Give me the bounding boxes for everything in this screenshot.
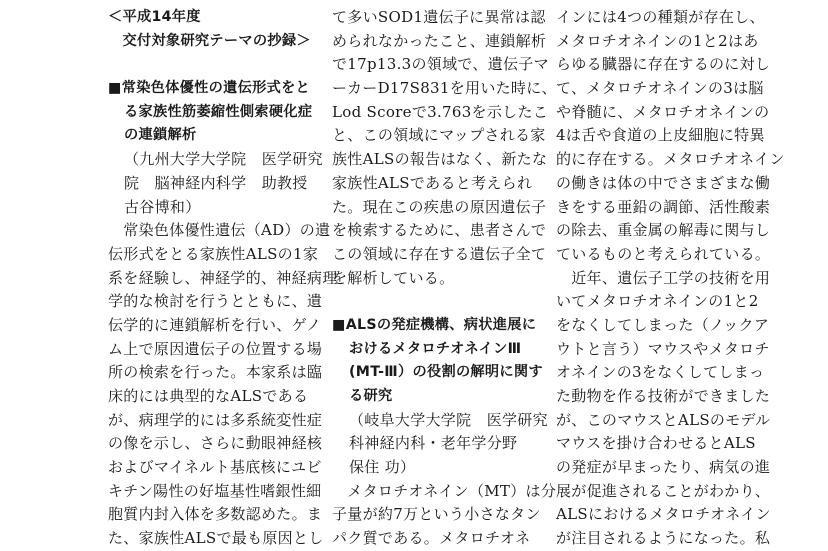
- body-line: が注目されるようになった。私: [556, 529, 771, 548]
- column-1: [108, 6, 338, 551]
- body-line: の像を示し、さらに動眼神経核: [108, 434, 323, 453]
- body-line: 系を経験し、神経学的、神経病理: [108, 268, 338, 287]
- body-line: ーカーD17S831を用いた時に、: [332, 79, 557, 98]
- body-line: 床的には典型的なALSである: [108, 387, 309, 405]
- body-line: を検索するために、患者さんで: [332, 221, 547, 240]
- topic2-author-line: 保住 功）: [349, 458, 416, 477]
- body-line: ているものと考えられている。: [556, 244, 771, 263]
- body-line: この領域に存在する遺伝子全て: [332, 244, 547, 263]
- body-line: 展が促進されることがわかり、: [556, 481, 771, 500]
- spacer: [332, 290, 532, 314]
- body-line: の発症が早まったり、病気の進: [556, 458, 771, 477]
- body-line: た。現在この疾患の原因遺伝子: [332, 197, 547, 216]
- body-line: 胞質内封入体を多数認めた。ま: [108, 505, 323, 524]
- body-line: と、この領域にマップされる家: [332, 126, 546, 145]
- topic1-title-line: の連鎖解析: [124, 127, 197, 144]
- body-line: 常染色体優性遺伝（AD）の遺: [108, 221, 331, 240]
- body-line: を解析している。: [332, 268, 455, 287]
- body-line: た動物を作る技術ができました: [556, 387, 771, 405]
- body-line: 家族性ALSであると考えられ: [332, 173, 533, 192]
- body-line: の働きは体の中でさまざまな働: [556, 173, 771, 192]
- body-line: らゆる臓器に存在するのに対し: [556, 55, 771, 74]
- body-line: て、メタロチオネインの3は脳: [556, 79, 764, 98]
- body-line: オネインの3をなくしてしまっ: [556, 363, 765, 382]
- body-line: マウスを掛け合わせるとALS: [556, 434, 756, 453]
- header-line: ＜平成14年度: [108, 9, 201, 25]
- topic2-title-line: おけるメタロチオネインⅢ: [349, 340, 522, 357]
- body-line: 伝形式をとる家族性ALSの1家: [108, 244, 319, 263]
- spacer: [108, 53, 308, 77]
- topic2-title-line: る研究: [349, 388, 393, 404]
- body-line: Lod Scoreで3.763を示したこ: [332, 102, 549, 121]
- body-line: キチン陽性の好塩基性嗜銀性細: [108, 481, 322, 500]
- body-line: 子量が約7万という小さなタン: [332, 505, 541, 524]
- body-line: で17p13.3の領域で、遺伝子マ: [332, 55, 549, 74]
- column-2: [332, 6, 557, 551]
- column-3: [556, 6, 785, 551]
- topic2-author-line: 科神経内科・老年学分野: [349, 434, 518, 453]
- body-line: をなくしてしまった（ノックア: [556, 315, 770, 334]
- body-line: ム上で原因遺伝子の位置する場: [108, 339, 323, 358]
- topic1-author-line: 古谷博和）: [124, 197, 201, 216]
- body-line: や脊髄に、メタロチオネインの: [556, 102, 770, 121]
- topic1-author-line: （九州大学大学院 医学研究: [124, 150, 323, 169]
- body-line: 学的な検討を行うとともに、遺: [108, 292, 323, 311]
- body-line: ウトと言う）マウスやメタロチ: [556, 339, 770, 358]
- body-line: た、家族性ALSで最も原因とし: [108, 529, 324, 548]
- body-line: 族性ALSの報告はなく、新たな: [332, 150, 548, 169]
- topic2-author-line: （岐阜大学大学院 医学研究: [349, 410, 548, 429]
- body-line: が、病理学的には多系統変性症: [108, 410, 323, 429]
- body-line: ALSにおけるメタロチオネイン: [556, 505, 771, 524]
- topic2-title-line: (MT-Ⅲ）の役割の解明に関す: [349, 364, 543, 381]
- body-line: 4は舌や食道の上皮細胞に特異: [556, 126, 765, 145]
- body-line: の除去、重金属の解毒に関与し: [556, 221, 771, 240]
- body-line: メタロチオネインの1と2はあ: [556, 31, 759, 50]
- body-line: が、このマウスとALSのモデル: [556, 410, 771, 429]
- body-line: メタロチオネイン（MT）は分: [332, 481, 557, 500]
- body-line: て多いSOD1遺伝子に異常は認: [332, 8, 546, 26]
- topic1-title-line: ■常染色体優性の遺伝形式をと: [108, 80, 311, 97]
- body-line: パク質である。メタロチオネ: [332, 529, 531, 548]
- body-line: 的に存在する。メタロチオネイン: [556, 150, 785, 169]
- body-line: 伝学的に連鎖解析を行い、ゲノ: [108, 315, 322, 334]
- topic1-author-line: 院 脳神経内科学 助教授: [124, 173, 308, 192]
- body-line: められなかったこと、連鎖解析: [332, 31, 547, 50]
- body-line: いてメタロチオネインの1と2: [556, 292, 759, 311]
- topic1-title-line: る家族性筋萎縮性側索硬化症: [124, 103, 313, 120]
- body-line: インには4つの種類が存在し、: [556, 8, 765, 26]
- body-line: きをする亜鉛の調節、活性酸素: [556, 197, 771, 216]
- header-line: 交付対象研究テーマの抄録＞: [108, 32, 311, 49]
- body-line: 所の検索を行った。本家系は臨: [108, 363, 323, 382]
- body-line: 近年、遺伝子工学の技術を用: [556, 268, 771, 287]
- topic2-title-line: ■ALSの発症機構、病状進展に: [332, 316, 537, 333]
- body-line: およびマイネルト基底核にユビ: [108, 458, 322, 477]
